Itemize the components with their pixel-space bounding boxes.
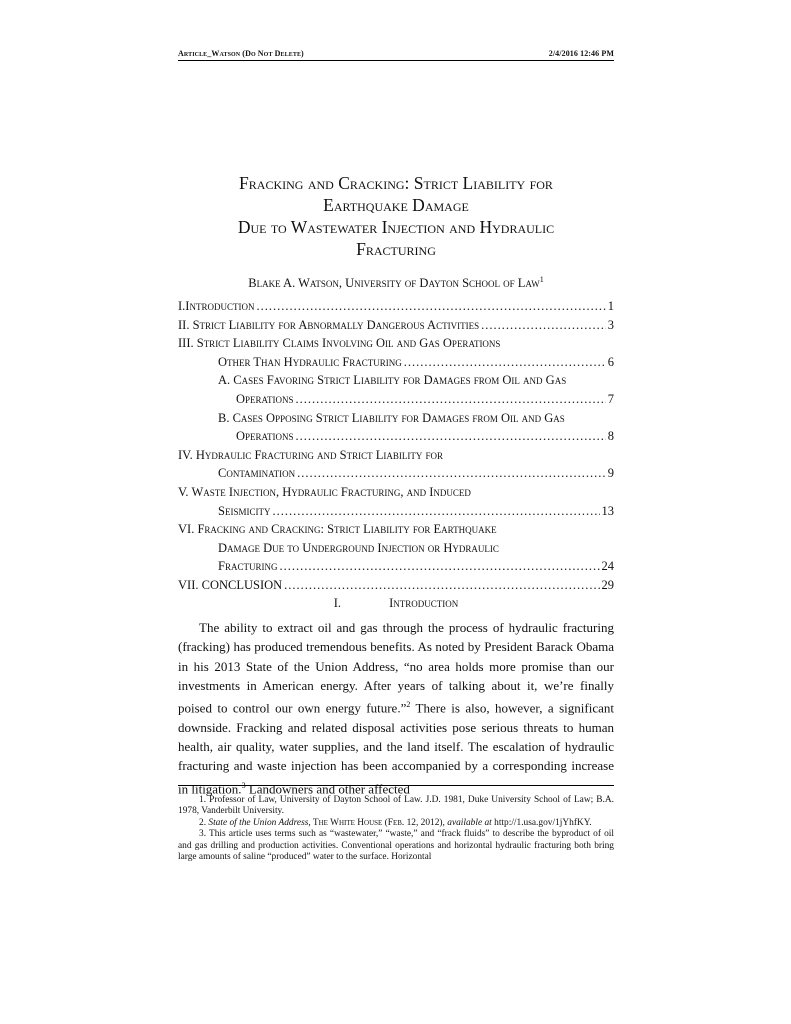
toc-page-number: 9	[607, 466, 614, 481]
title-line: Earthquake Damage	[323, 195, 469, 215]
toc-page-number: 6	[607, 354, 614, 369]
footnotes	[178, 795, 614, 863]
toc-entry-title: Contamination	[218, 466, 296, 481]
toc-entry	[178, 316, 614, 335]
toc-entry-line	[178, 576, 614, 595]
section-number: I.	[333, 596, 342, 610]
toc-entry	[178, 483, 614, 520]
toc-entry-line	[178, 502, 614, 521]
footnote-2-title: State of the Union Address	[208, 817, 309, 828]
footnote-2-source: , The White House (Feb. 12, 2012),	[308, 817, 448, 828]
toc-entry-title: Operations	[236, 391, 294, 406]
toc-line: III. Strict Liability Claims Involving Oil and Gas Operations	[178, 336, 501, 351]
toc-entry	[178, 446, 614, 483]
toc-entry-title: Fracturing	[218, 559, 278, 574]
toc-line: VI. Fracking and Cracking: Strict Liability for Earthquake	[178, 522, 497, 537]
toc-line: IV. Hydraulic Fracturing and Strict Liability for	[178, 447, 444, 462]
footnote-2	[178, 818, 614, 829]
toc-entry	[178, 409, 614, 446]
footnote-ref-2: 2	[406, 700, 411, 710]
footnote-ref-3: 3	[241, 780, 246, 790]
article-title	[178, 172, 614, 260]
toc-entry-title: I.Introduction	[178, 299, 255, 313]
toc-entry-title: Operations	[236, 429, 294, 444]
author-name: Blake A. Watson, University of Dayton School of Law	[248, 276, 540, 291]
toc-page-number: 7	[607, 391, 614, 406]
toc-leader-dots	[296, 390, 606, 409]
table-of-contents	[178, 297, 614, 595]
toc-entry-line	[178, 316, 614, 335]
toc-page-number: 1	[607, 299, 614, 313]
body-text-1: The ability to extract oil and gas through the process of hydraulic fracturing (fracking) has produced tremendous benefits. As noted by President Barack Obama in his 2013 State of the Union Address, “no area holds more promise than our investments in American energy. After years of talking about it, we’re finally poised to control our own energy future.”	[178, 620, 614, 716]
toc-page-number: 24	[601, 559, 614, 574]
toc-leader-dots	[272, 502, 599, 521]
toc-entry-title: Seismicity	[218, 503, 271, 518]
toc-line: V. Waste Injection, Hydraulic Fracturing, and Induced	[178, 484, 471, 499]
toc-entry-line	[178, 297, 614, 316]
footnote-divider	[178, 785, 614, 786]
footnote-2-available: available at	[447, 817, 492, 828]
body-text-2: There is also, however, a significant downside. Fracking and related disposal activities pose serious threats to human health, air quality, water supplies, and the land itself. The escalation of hydraulic fracturing and waste injection has been accompanied by a corresponding increase in litigation.	[178, 700, 614, 797]
toc-entry	[178, 371, 614, 408]
toc-entry-title: II. Strict Liability for Abnormally Dangerous Activities	[178, 317, 480, 332]
toc-entry-line	[178, 353, 614, 372]
toc-entry	[178, 576, 614, 595]
toc-leader-dots	[404, 353, 606, 372]
running-head	[178, 49, 614, 61]
toc-entry-line	[178, 557, 614, 576]
title-line: Due to Wastewater Injection and Hydraulic	[237, 217, 555, 237]
title-line: Fracturing	[356, 239, 436, 259]
title-line: Fracking and Cracking: Strict Liability for	[239, 173, 553, 193]
footnote-1: 1. Professor of Law, University of Dayton School of Law. J.D. 1981, Duke University School of Law; B.A. 1978, Vanderbilt University.	[178, 795, 614, 817]
toc-line: B. Cases Opposing Strict Liability for Damages from Oil and Gas	[218, 410, 565, 425]
toc-leader-dots	[481, 316, 606, 335]
toc-leader-dots	[297, 464, 606, 483]
toc-page-number: 29	[601, 577, 614, 592]
body-paragraph	[178, 618, 614, 798]
toc-page-number: 8	[607, 429, 614, 444]
toc-leader-dots	[256, 297, 605, 316]
body-text-3: Landowners and other affected	[245, 781, 410, 797]
toc-entry-title: Other Than Hydraulic Fracturing	[218, 354, 402, 369]
running-head-right: 2/4/2016 12:46 PM	[548, 49, 614, 58]
toc-page-number: 13	[601, 503, 614, 518]
running-head-left: Article_Watson (Do Not Delete)	[178, 49, 304, 58]
author-line	[178, 275, 614, 291]
footnote-2-url: http://1.usa.gov/1jYhfKY.	[491, 817, 592, 828]
section-title: Introduction	[389, 596, 459, 610]
toc-page-number: 3	[607, 317, 614, 332]
toc-entry	[178, 297, 614, 316]
toc-leader-dots	[279, 557, 599, 576]
toc-entry-line	[178, 390, 614, 409]
toc-entry-line	[178, 464, 614, 483]
toc-leader-dots	[296, 427, 606, 446]
toc-leader-dots	[284, 576, 599, 595]
toc-entry-title: VII. CONCLUSION	[178, 577, 283, 592]
footnote-3: 3. This article uses terms such as “wastewater,” “waste,” and “frack fluids” to describe the byproduct of oil and gas drilling and production activities. Conventional operations and horizontal hydraulic fracturing both bring large amounts of saline “produced” water to the surface. Horizontal	[178, 829, 614, 863]
toc-entry	[178, 334, 614, 371]
footnote-2-number: 2.	[199, 817, 207, 828]
toc-entry-line	[178, 427, 614, 446]
toc-entry	[178, 520, 614, 576]
section-heading	[178, 596, 614, 611]
author-footnote-mark: 1	[539, 275, 544, 284]
toc-line: A. Cases Favoring Strict Liability for Damages from Oil and Gas	[218, 373, 567, 388]
toc-line: Damage Due to Underground Injection or Hydraulic	[218, 540, 499, 555]
